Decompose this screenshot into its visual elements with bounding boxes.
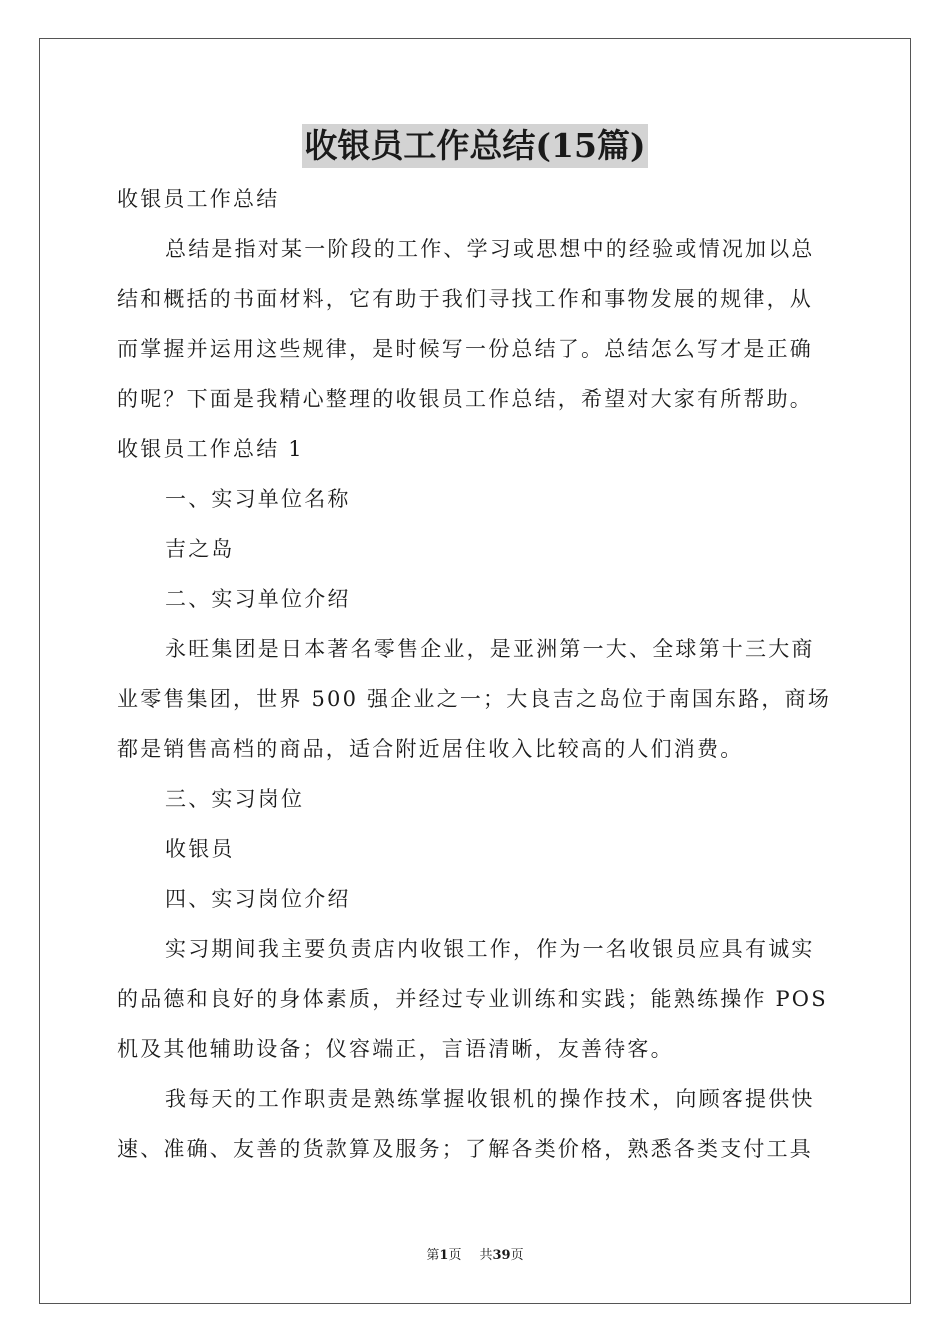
document-title: 收银员工作总结(15篇) (302, 124, 647, 168)
title-container (0, 124, 950, 168)
subheading-line: 一、实习单位名称 (165, 487, 351, 511)
section-heading: 收银员工作总结 (117, 187, 280, 211)
paragraph-line: 永旺集团是日本著名零售企业，是亚洲第一大、全球第十三大商 (165, 637, 815, 661)
footer-total-suffix: 页 (510, 1248, 524, 1263)
page-footer (0, 1247, 950, 1265)
paragraph-line: 的品德和良好的身体素质，并经过专业训练和实践；能熟练操作 POS (117, 987, 828, 1011)
paragraph-line: 吉之岛 (165, 537, 235, 561)
document-body (117, 174, 835, 1174)
footer-page-suffix: 页 (448, 1248, 462, 1263)
paragraph-line: 机及其他辅助设备；仪容端正，言语清晰，友善待客。 (117, 1037, 674, 1061)
paragraph-line: 都是销售高档的商品，适合附近居住收入比较高的人们消费。 (117, 737, 744, 761)
section-heading: 收银员工作总结 1 (117, 437, 304, 461)
paragraph-line: 收银员 (165, 837, 235, 861)
subheading-line: 三、实习岗位 (165, 787, 305, 811)
subheading-line: 四、实习岗位介绍 (165, 887, 351, 911)
subheading-line: 二、实习单位介绍 (165, 587, 351, 611)
paragraph-line: 我每天的工作职责是熟练掌握收银机的操作技术，向顾客提供快 (165, 1087, 815, 1111)
paragraph-line: 实习期间我主要负责店内收银工作，作为一名收银员应具有诚实 (165, 937, 815, 961)
paragraph-line: 速、准确、友善的货款算及服务；了解各类价格，熟悉各类支付工具 (117, 1137, 813, 1161)
paragraph-line: 而掌握并运用这些规律，是时候写一份总结了。总结怎么写才是正确 (117, 337, 813, 361)
footer-page-number: 1 (439, 1248, 449, 1263)
paragraph-line: 业零售集团，世界 500 强企业之一；大良吉之岛位于南国东路，商场 (117, 687, 832, 711)
footer-page-prefix: 第 (426, 1248, 440, 1263)
paragraph-line: 的呢？下面是我精心整理的收银员工作总结，希望对大家有所帮助。 (117, 387, 813, 411)
footer-total-pages: 39 (492, 1248, 511, 1263)
footer-total-prefix: 共 (479, 1248, 493, 1263)
paragraph-line: 总结是指对某一阶段的工作、学习或思想中的经验或情况加以总 (165, 237, 815, 261)
paragraph-line: 结和概括的书面材料，它有助于我们寻找工作和事物发展的规律，从 (117, 287, 813, 311)
